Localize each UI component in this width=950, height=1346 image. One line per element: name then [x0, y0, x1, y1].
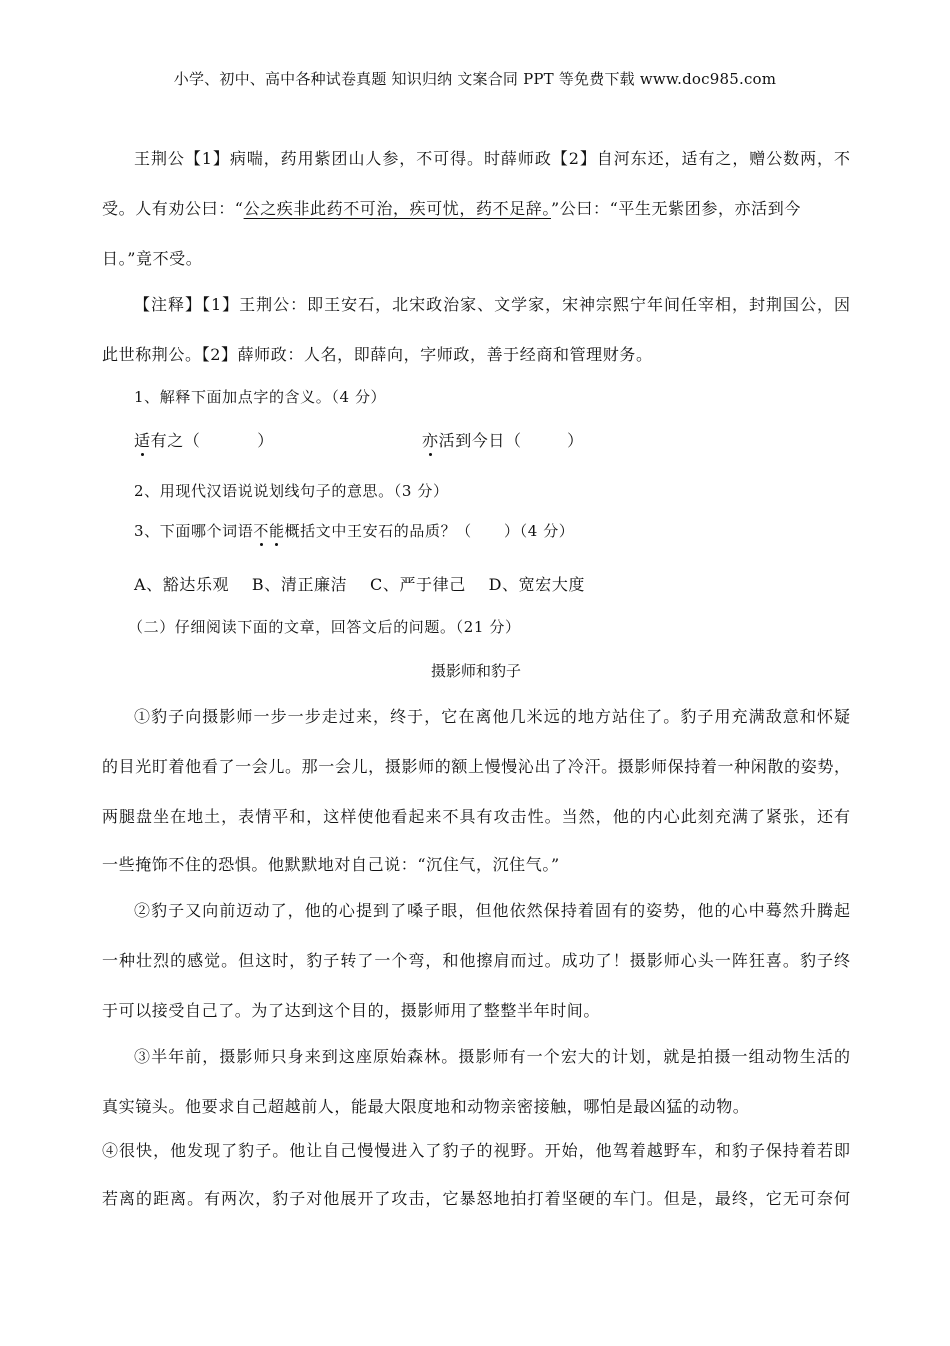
paragraph-1-line-3: 两腿盘坐在地土，表情平和，这样使他看起来不具有攻击性。当然，他的内心此刻充满了紧张，还有 — [102, 807, 850, 826]
paragraph-4-line-2: 若离的距离。有两次，豹子对他展开了攻击，它暴怒地拍打着坚硬的车门。但是，最终，它无可奈何 — [102, 1189, 850, 1208]
page-header: 小学、初中、高中各种试卷真题 知识归纳 文案合同 PPT 等免费下载 www.doc985.com — [173, 70, 777, 88]
question-3: 3、下面哪个词语不能概括文中王安石的品质？（ ）（4 分） — [134, 522, 575, 540]
paragraph-2-line-2: 一种壮烈的感觉。但这时，豹子转了一个弯，和他擦肩而过。成功了！摄影师心头一阵狂喜。豹子终 — [102, 951, 850, 970]
paragraph-3-line-2: 真实镜头。他要求自己超越前人，能最大限度地和动物亲密接触，哪怕是最凶猛的动物。 — [102, 1097, 750, 1116]
question-1-item-b: 亦活到今日（ ） — [422, 431, 584, 450]
passage-line-1: 王荆公【1】病喘，药用紫团山人参，不可得。时薛师政【2】自河东还，适有之，赠公数两，不 — [134, 149, 850, 168]
question-3-options: A、豁达乐观 B、清正廉洁 C、严于律己 D、宽宏大度 — [134, 575, 586, 594]
paragraph-1-line-4: 一些掩饰不住的恐惧。他默默地对自己说：“沉住气，沉住气。” — [102, 855, 560, 874]
paragraph-3-line-1: ③半年前，摄影师只身来到这座原始森林。摄影师有一个宏大的计划，就是拍摄一组动物生活的 — [134, 1047, 850, 1066]
paragraph-2-line-1: ②豹子又向前迈动了，他的心提到了嗓子眼，但他依然保持着固有的姿势，他的心中蓦然升腾起 — [134, 901, 850, 920]
question-1-item-a: 适有之（ ） — [134, 431, 274, 450]
section-2-heading: （二）仔细阅读下面的文章，回答文后的问题。（21 分） — [128, 618, 521, 636]
paragraph-4-line-1: ④很快，他发现了豹子。他让自己慢慢进入了豹子的视野。开始，他驾着越野车，和豹子保持着若即 — [102, 1141, 850, 1160]
note-line-1: 【注释】【1】王荆公：即王安石，北宋政治家、文学家，宋神宗熙宁年间任宰相，封荆国公，因 — [134, 295, 850, 314]
note-line-2: 此世称荆公。【2】薛师政：人名，即薛向，字师政，善于经商和管理财务。 — [102, 345, 653, 364]
underlined-sentence: 公之疾非此药不可治，疾可忧，药不足辞。 — [243, 199, 551, 218]
passage-line-3: 日。”竟不受。 — [102, 249, 203, 268]
article-title: 摄影师和豹子 — [430, 662, 521, 680]
question-2: 2、用现代汉语说说划线句子的意思。（3 分） — [134, 482, 449, 500]
question-1-stem: 1、解释下面加点字的含义。（4 分） — [134, 388, 387, 406]
emphasis-dot-char: 适 — [134, 431, 151, 450]
paragraph-1-line-2: 的目光盯着他看了一会儿。那一会儿，摄影师的额上慢慢沁出了冷汗。摄影师保持着一种闲散的姿势， — [102, 757, 850, 776]
paragraph-1-line-1: ①豹子向摄影师一步一步走过来，终于，它在离他几米远的地方站住了。豹子用充满敌意和怀疑 — [134, 707, 850, 726]
emphasis-dot-char: 不 — [253, 522, 269, 540]
paragraph-2-line-3: 于可以接受自己了。为了达到这个目的，摄影师用了整整半年时间。 — [102, 1001, 601, 1020]
passage-line-2: 受。人有劝公曰：“公之疾非此药不可治，疾可忧，药不足辞。”公曰：“平生无紫团参，亦活到今 — [102, 199, 801, 218]
emphasis-dot-char: 能 — [268, 522, 285, 540]
emphasis-dot-char: 亦 — [422, 431, 439, 450]
